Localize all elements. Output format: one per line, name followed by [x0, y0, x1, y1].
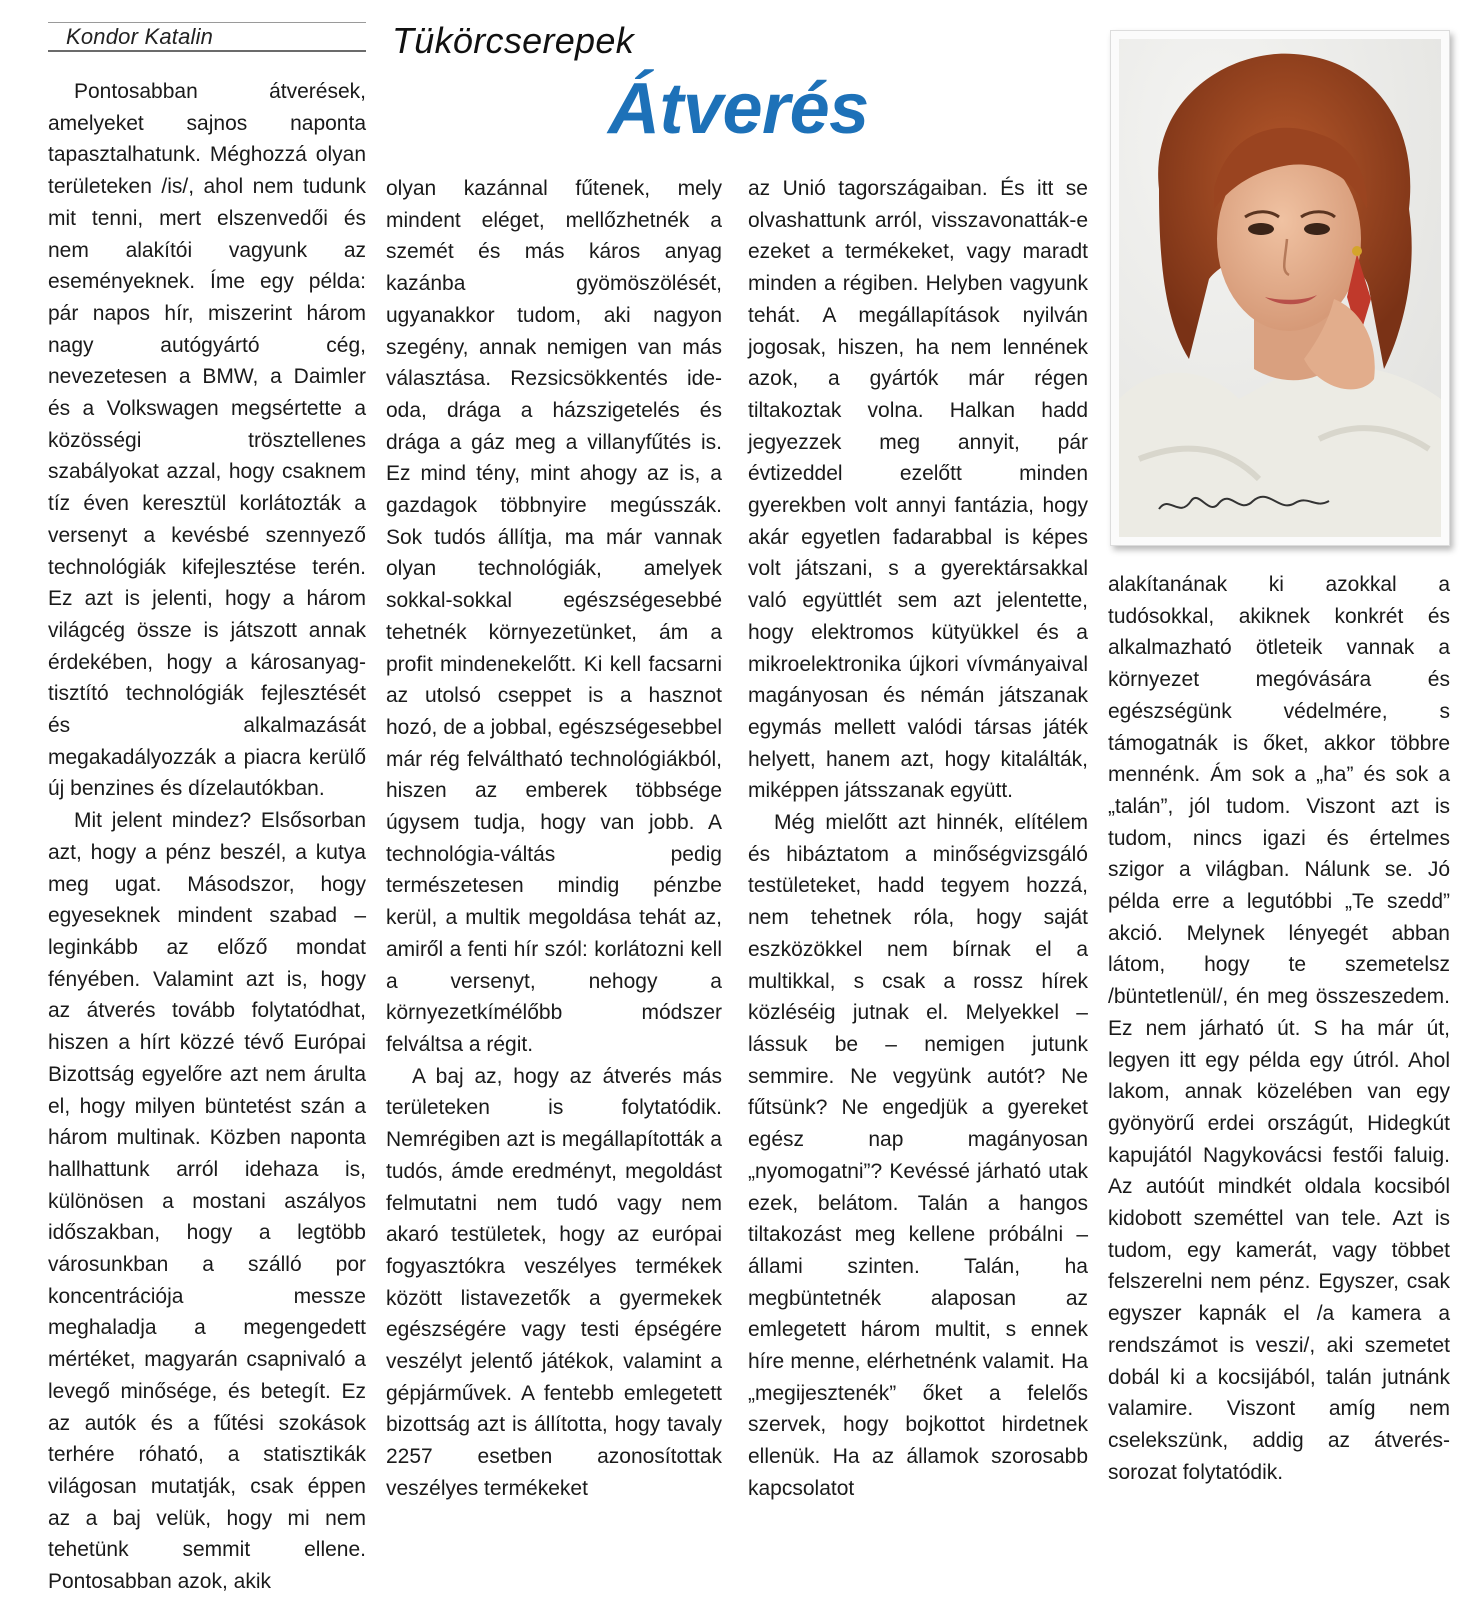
author-photo	[1110, 30, 1450, 546]
article-column-3	[748, 173, 1088, 1505]
column-kicker: Tükörcserepek	[392, 20, 634, 61]
paragraph: olyan kazánnal fűtenek, mely mindent eléget, mellőzhetnék a szemét és más káros anyag kazánba gyömöszölését, ugyanakkor tudom, aki nagyon szegény, annak nemigen van más választása. Rezsicsökkentés ide-oda, drága a házszigetelés és drága a gáz meg a villanyfűtés is. Ez mind tény, mint ahogy az is, a gazdagok többnyire megússzák. Sok tudós állítja, ma már vannak olyan technológiák, amelyek sokkal-sokkal egészségesebbé tehetnék környezetünket, ám a profit mindenekelőtt. Ki kell facsarni az utolsó cseppet is a hasznot hozó, de a jobbal, egészségesebbel már rég felváltható technológiákból, hiszen az emberek többsége úgysem tudja, hogy van jobb. A technológia-váltás pedig természetesen mindig pénzbe kerül, a multik megoldása tehát az, amiről a fenti hír szól: korlátozni kell a versenyt, nehogy a környezetkímélőbb módszer felváltsa a régit.	[386, 177, 722, 1056]
paragraph: Pontosabban átverések, amelyeket sajnos naponta tapasztalhatunk. Méghozzá olyan területeken /is/, ahol nem tudunk mit tenni, mert elszenvedői és nem alakítói vagyunk az eseményeknek. Íme egy példa: pár napos hír, miszerint három nagy autógyártó cég, nevezetesen a BMW, a Daimler és a Volkswagen megsértette a közösségi trösztellenes szabályokat azzal, hogy csaknem tíz éven keresztül korlátozták a versenyt a kevésbé szennyező technológiák kifejlesztése terén. Ez azt is jelenti, hogy a három világcég össze is játszott annak érdekében, hogy a károsanyag-tisztító technológiák fejlesztését és alkalmazását megakadályozzák a piacra kerülő új benzines és dízelautókban.	[48, 80, 366, 801]
article-column-1	[48, 76, 366, 1598]
paragraph: alakítanának ki azokkal a tudósokkal, akiknek konkrét és alkalmazható ötleteik vannak a környezet megóvására és egészségünk védelmére, s támogatnák is őket, akkor többre mennénk. Ám sok a „ha” és sok a „talán”, jól tudom. Viszont azt is tudom, nincs igazi és értelmes szigor a világban. Nálunk se. Jó példa erre a legutóbbi „Te szedd” akció. Melynek lényegét abban látom, hogy te szemetelsz /büntetlenül/, én meg összeszedem. Ez nem járható út. S ha már út, legyen itt egy példa egy útról. Ahol lakom, annak közelében van egy gyönyörű erdei országút, Hidegkút kapujától Nagykovácsi festői faluig. Az autóút mindkét oldala kocsiból kidobott szeméttel van tele. Azt is tudom, egy kamerát, vagy többet felszerelni nem pénz. Egyszer, csak egyszer kapnák el /a kamera a rendszámot is veszi/, aki szemetet dobál ki a kocsijából, talán jutnánk valamire. Viszont amíg nem cselekszünk, addig az átverés-sorozat folytatódik.	[1108, 573, 1450, 1484]
article-column-4	[1108, 569, 1450, 1488]
paragraph: Mit jelent mindez? Elsősorban azt, hogy a pénz beszél, a kutya meg ugat. Másodszor, hogy egyeseknek mindent szabad – leginkább az előző mondat fényében. Valamint azt is, hogy az átverés tovább folytatódhat, hiszen a hírt közzé tévő Európai Bizottság egyelőre azt nem árulta el, hogy milyen büntetést szán a három multinak. Közben naponta hallhattunk arról idehaza is, különösen a mostani aszályos időszakban, hogy a legtöbb városunkban a szálló por koncentrációja messze meghaladja a megengedett mértéket, magyarán csapnivaló a levegő minősége, és betegít. Ez az autók és a fűtési szokások terhére róható, a statisztikák világosan mutatják, csak éppen az a baj velük, hogy mi nem tehetünk semmit ellene. Pontosabban azok, akik	[48, 809, 366, 1594]
portrait-photo-icon	[1119, 39, 1441, 537]
article-column-2	[386, 173, 722, 1505]
byline-top-rule	[48, 22, 366, 23]
author-byline: Kondor Katalin	[66, 24, 214, 49]
paragraph: A baj az, hogy az átverés más területeken is folytatódik. Nemrégiben azt is megállapították a tudós, ámde eredményt, megoldást felmutatni nem tudó vagy nem akaró testületek, hogy az európai fogyasztókra veszélyes termékek között listavezetők a gyermekek egészségére vagy testi épségére veszélyt jelentő játékok, valamint a gépjárművek. A fentebb emlegetett bizottság azt is állította, hogy tavaly 2257 esetben azonosítottak veszélyes termékeket	[386, 1064, 722, 1500]
article-headline: Átverés	[608, 69, 869, 149]
paragraph: az Unió tagországaiban. És itt se olvashattunk arról, visszavonatták-e ezeket a termékeket, vagy maradt minden a régiben. Helyben vagyunk tehát. A megállapítások nyilván jogosak, hiszen, ha nem lennének azok, a gyártók már régen tiltakoztak volna. Halkan hadd jegyezzek meg annyit, pár évtizeddel ezelőtt minden gyerekben volt annyi fantázia, hogy akár egyetlen fadarabbal is képes volt játszani, s a gyerektársakkal való együttlét sem azt jelentette, hogy elektromos kütyükkel és a mikroelektronika újkori vívmányaival magányosan és némán játszanak egymás mellett valódi társas játék helyett, hanem azt, hogy kitalálták, miképpen játsszanak együtt.	[748, 177, 1088, 803]
paragraph: Még mielőtt azt hinnék, elítélem és hibáztatom a minőségvizsgáló testületeket, hadd tegyem hozzá, nem tehetnek róla, hogy saját eszközökkel nem bírnak el a multikkal, s csak a rossz hírek közléséig jutnak el. Melyekkel – lássuk be – nemigen jutunk semmire. Ne vegyünk autót? Ne fűtsünk? Ne engedjük a gyereket egész nap magányosan „nyomogatni”? Kevéssé járható utak ezek, belátom. Talán a hangos tiltakozást meg kellene próbálni – állami szinten. Talán, ha megbüntetnék alaposan az emlegetett három multit, s ennek híre menne, elérhetnénk valamit. Ha „megijesztenék” őket a felelős szervek, hogy bojkottot hirdetnek ellenük. Ha az államok szorosabb kapcsolatot	[748, 811, 1088, 1500]
byline-underline	[48, 50, 366, 52]
